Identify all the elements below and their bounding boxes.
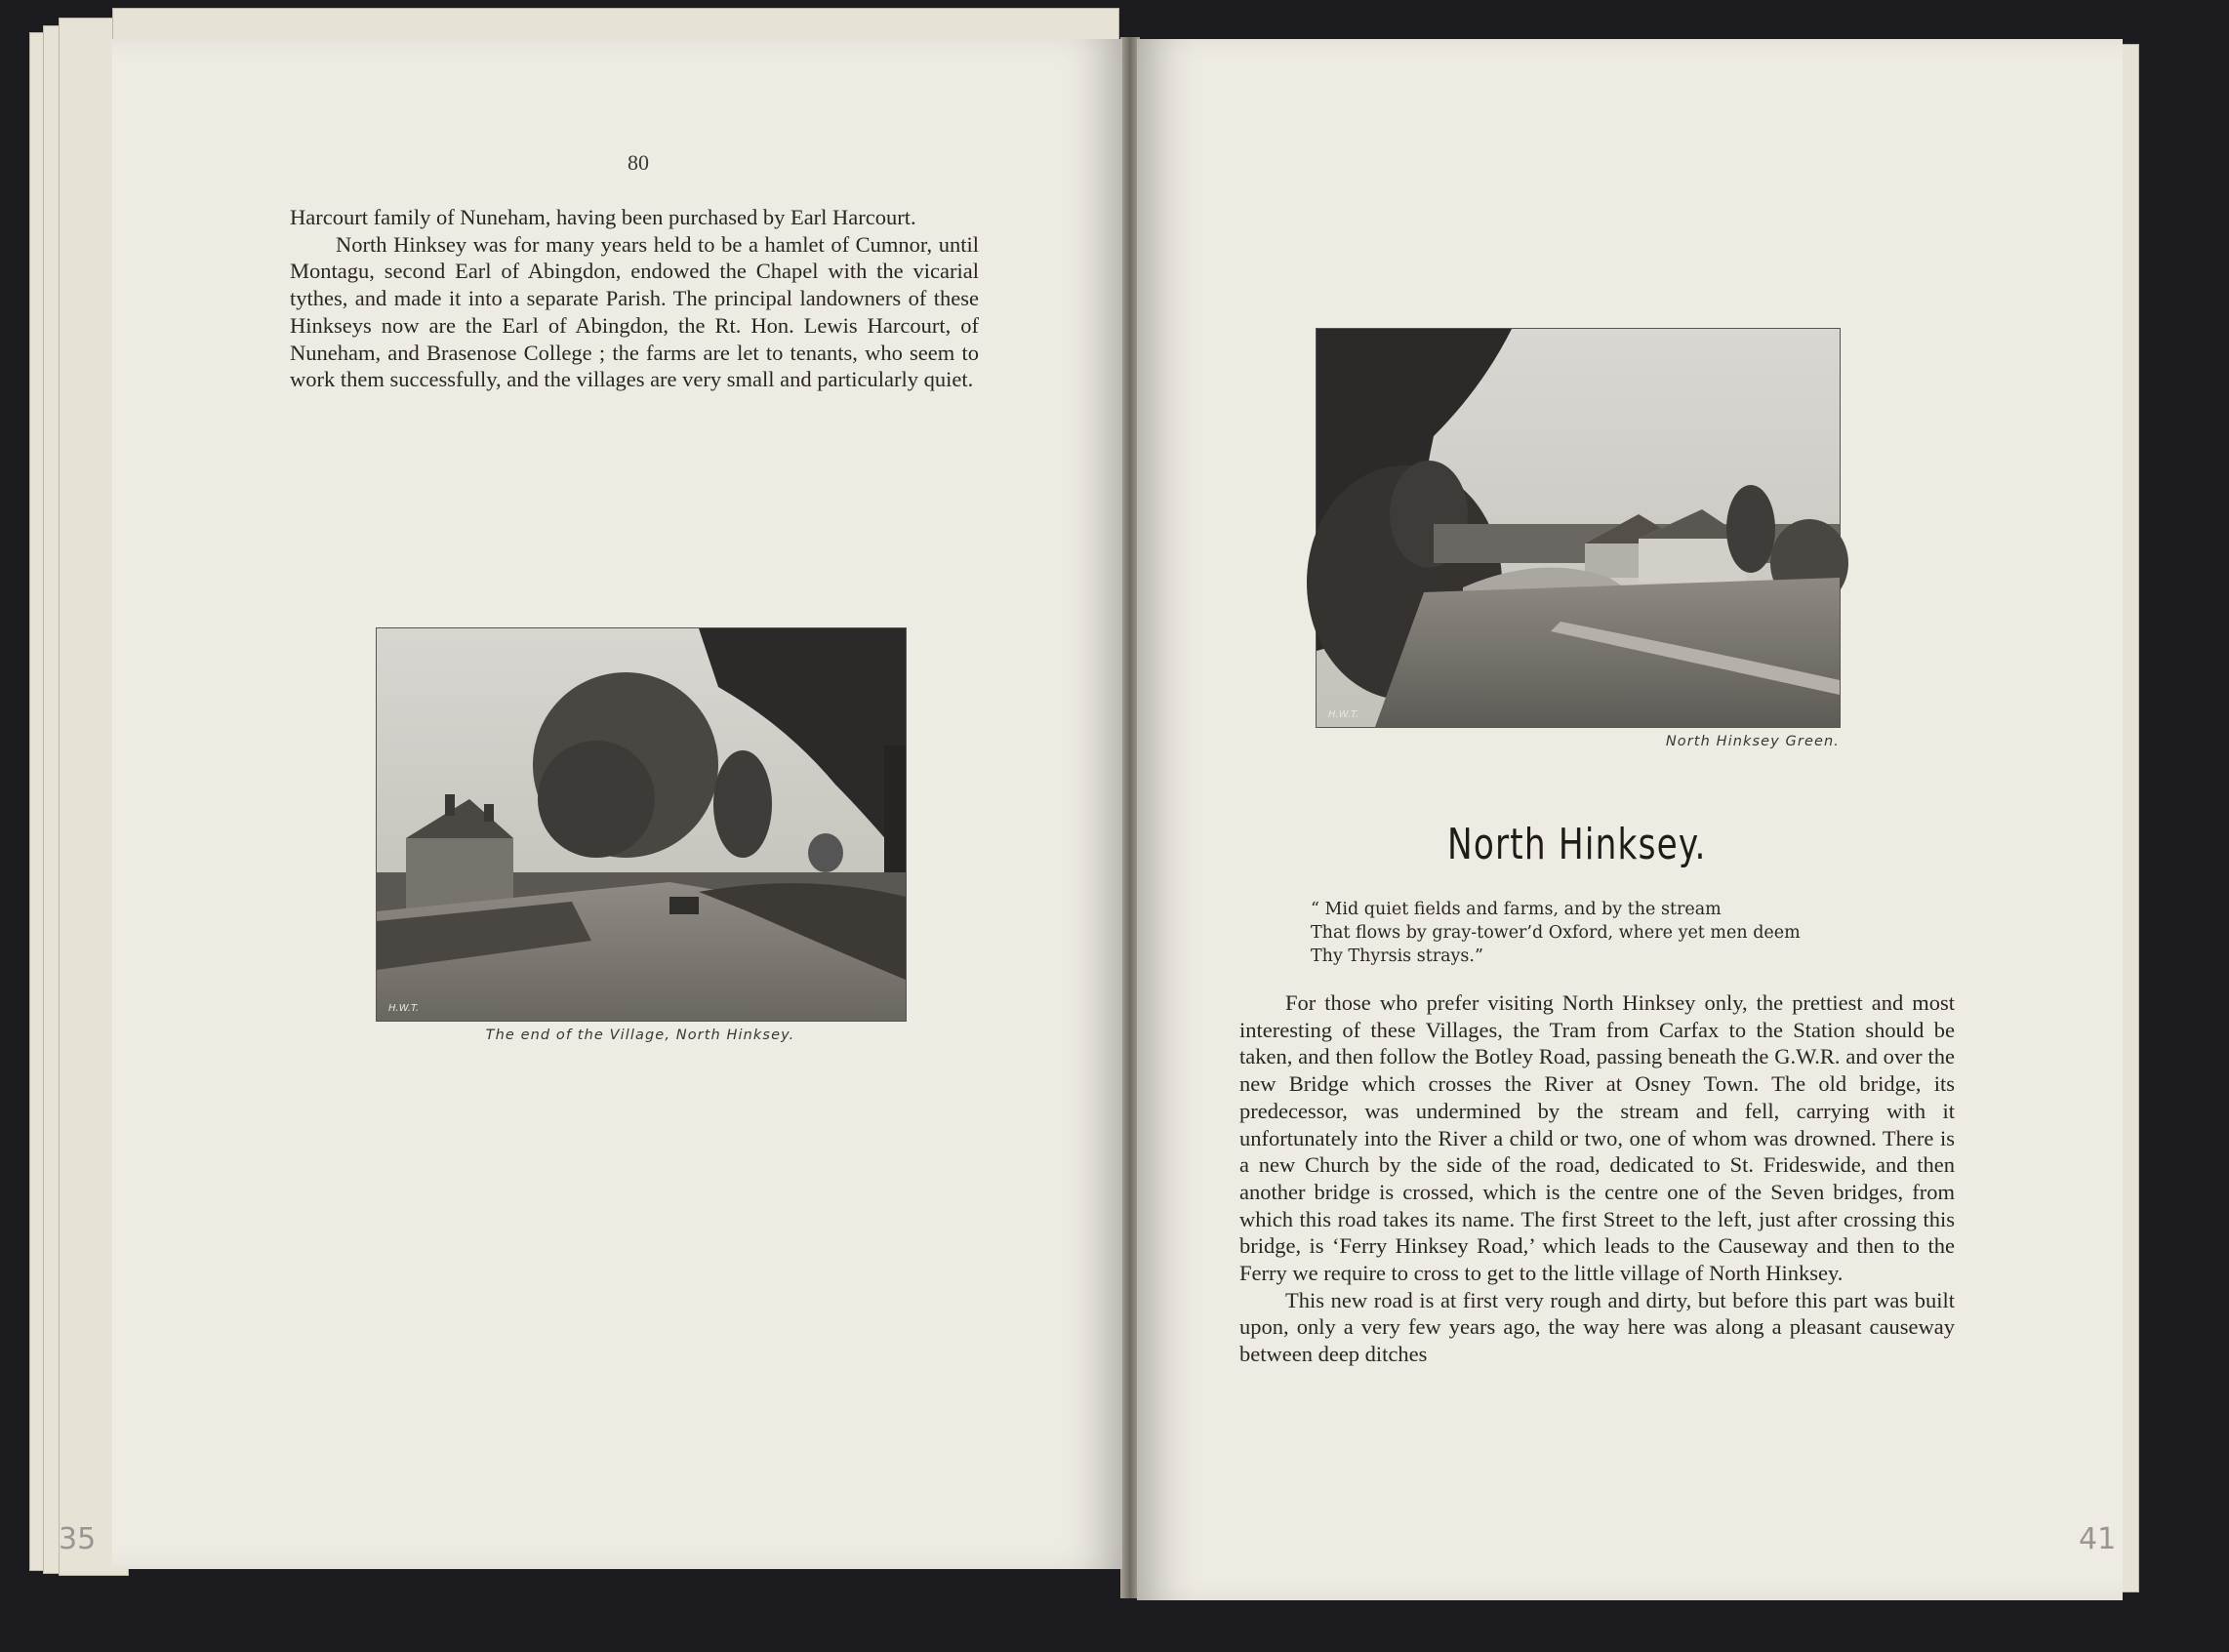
page-number: 80 (628, 150, 649, 175)
epigraph-line: That flows by gray-tower’d Oxford, where yet men deem (1311, 923, 1801, 943)
epigraph-line: Thy Thyrsis strays.” (1311, 947, 1483, 966)
photo-green (1316, 328, 1841, 728)
pencil-note: 35 (59, 1522, 97, 1556)
photo-caption: The end of the Village, North Hinksey. (485, 1027, 795, 1043)
photo-signature: H.W.T. (388, 1003, 420, 1014)
pencil-note: 41 (2079, 1522, 2117, 1556)
epigraph-line: “ Mid quiet fields and farms, and by the stream (1311, 900, 1722, 919)
right-body-text (1239, 989, 1955, 1368)
paragraph: North Hinksey was for many years held to be a hamlet of Cumnor, until Montagu, second Earl of Abingdon, endowed the Chapel with the vicarial tythes, and made it into a separate Parish. The principal landowners of these Hinkseys now are the Earl of Abingdon, the Rt. Hon. Lewis Harcourt, of Nuneham, and Brasenose College ; the farms are let to tenants, who seem to work them successfully, and the villages are very small and particularly quiet. (290, 231, 979, 392)
paragraph: This new road is at first very rough and dirty, but before this part was built upon, only a very few years ago, the way here was along a pleasant causeway between deep ditches (1239, 1287, 1955, 1367)
right-page (1137, 39, 2123, 1600)
chapter-title: North Hinksey. (1447, 820, 1707, 869)
photo-village-end (376, 627, 907, 1022)
paragraph: For those who prefer visiting North Hinksey only, the prettiest and most interesting of these Villages, the Tram from Carfax to the Station should be taken, and then follow the Botley Road, passing beneath the G.W.R. and over the new Bridge which crosses the River at Osney Town. The old bridge, its predecessor, was undermined by the stream and fell, carrying with it unfortunately into the River a child or two, one of whom was drowned. There is a new Church by the side of the road, dedicated to St. Frideswide, and then another bridge is crossed, which is the centre one of the Seven bridges, from which this road takes its name. The first Street to the left, just after crossing this bridge, is ‘Ferry Hinksey Road,’ which leads to the Causeway and then to the Ferry we require to cross to get to the little village of North Hinksey. (1239, 990, 1955, 1286)
paragraph: Harcourt family of Nuneham, having been purchased by Earl Harcourt. (290, 205, 916, 229)
epigraph (1311, 898, 1801, 968)
left-page (59, 39, 1122, 1569)
photo-caption: North Hinksey Green. (1665, 734, 1840, 749)
left-body-text (290, 204, 979, 393)
photo-signature: H.W.T. (1328, 709, 1359, 720)
